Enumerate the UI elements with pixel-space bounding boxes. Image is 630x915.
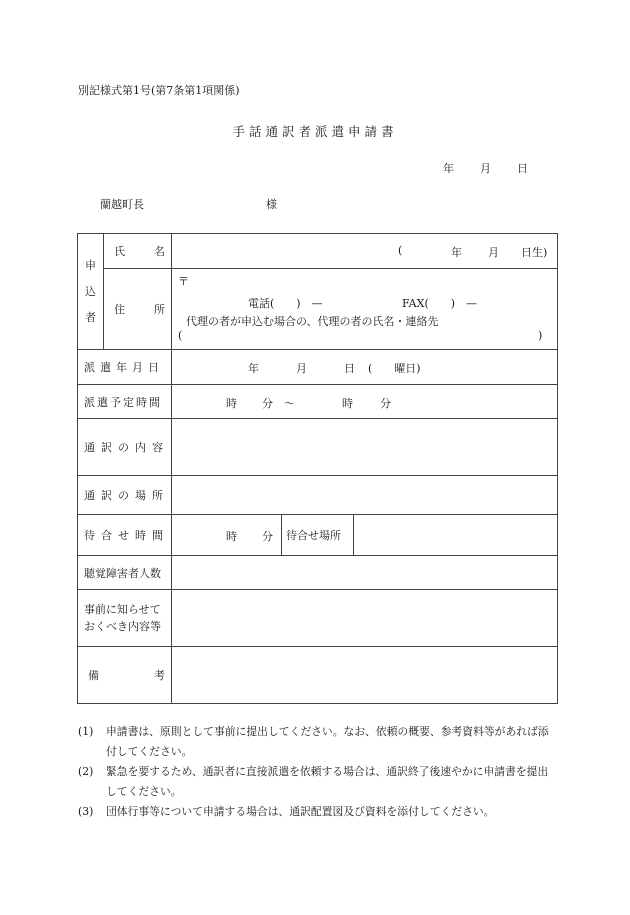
dispatch-year-label: 年 — [248, 362, 259, 375]
birth-year-label: 年 — [451, 246, 462, 259]
content-label-cell — [78, 419, 172, 476]
date-year-label: 年 — [443, 162, 454, 175]
place-field[interactable] — [172, 476, 558, 515]
address-label-2: 所 — [154, 303, 165, 316]
address-label-1: 住 — [114, 303, 125, 316]
dispatch-weekday-label: ( 曜日) — [368, 362, 421, 375]
fax-label: FAX( ) — — [402, 297, 478, 310]
proxy-note: 代理の者が申込む場合の、代理の者の氏名・連絡先 — [186, 315, 439, 328]
birth-open-paren: ( — [398, 244, 403, 257]
applicant-label: 申込者 — [85, 258, 96, 324]
hearing-count-field[interactable] — [172, 556, 558, 590]
name-label-2: 名 — [154, 245, 165, 258]
content-field[interactable] — [172, 419, 558, 476]
honorific: 様 — [266, 198, 277, 211]
addressee: 蘭越町長 — [100, 198, 144, 211]
proxy-paren-open: ( — [178, 329, 183, 342]
dispatch-time-label-cell — [78, 385, 172, 419]
dispatch-date-label: 派遣年月日 — [84, 361, 164, 374]
note-number: (3) — [78, 805, 94, 818]
dispatch-time-label: 派遣予定時間 — [84, 395, 162, 409]
remarks-label-1: 備 — [88, 669, 99, 682]
dispatch-min1-label: 分 — [262, 397, 273, 410]
content-label: 通訳の内容 — [84, 441, 169, 454]
dispatch-min2-label: 分 — [380, 397, 391, 410]
date-month-label: 月 — [480, 162, 491, 175]
advance-label-line2: おくべき内容等 — [84, 620, 161, 633]
dispatch-day-label: 日 — [344, 362, 355, 375]
dispatch-hour2-label: 時 — [342, 397, 353, 410]
meeting-place-label: 待合せ場所 — [286, 529, 341, 542]
notes-list — [78, 722, 558, 822]
name-field[interactable] — [172, 234, 558, 269]
remarks-field[interactable] — [172, 647, 558, 704]
note-item — [78, 762, 558, 802]
note-item — [78, 802, 558, 822]
meeting-time-label: 待合せ時間 — [84, 529, 169, 542]
note-text: 申請書は、原則として事前に提出してください。なお、依頼の概要、参考資料等があれば添付してください。 — [106, 725, 549, 758]
date-day-label: 日 — [517, 162, 528, 175]
proxy-paren-close: ) — [538, 329, 543, 342]
address-field[interactable] — [172, 269, 558, 350]
note-item — [78, 722, 558, 762]
meeting-place-field[interactable] — [354, 515, 558, 556]
applicant-label-cell — [78, 234, 104, 350]
dispatch-tilde: ～ — [284, 397, 295, 410]
note-text: 団体行事等について申請する場合は、通訳配置図及び資料を添付してください。 — [106, 805, 495, 818]
dispatch-date-field[interactable] — [172, 350, 558, 385]
note-number: (2) — [78, 765, 94, 778]
phone-label: 電話( ) — — [248, 297, 323, 310]
meeting-hour-label: 時 — [226, 530, 237, 543]
place-label-cell — [78, 476, 172, 515]
hearing-count-label: 聴覚障害者人数 — [84, 566, 161, 580]
meeting-time-label-cell — [78, 515, 172, 556]
advance-field[interactable] — [172, 590, 558, 647]
application-form-table — [77, 233, 558, 704]
name-label-cell — [104, 234, 172, 269]
hearing-count-label-cell — [78, 556, 172, 590]
meeting-time-field[interactable] — [172, 515, 282, 556]
name-label-1: 氏 — [114, 245, 125, 258]
place-label: 通訳の場所 — [84, 489, 169, 502]
meeting-place-label-cell — [282, 515, 354, 556]
note-text: 緊急を要するため、通訳者に直接派遣を依頼する場合は、通訳終了後速やかに申請書を提出してください。 — [106, 765, 549, 798]
meeting-min-label: 分 — [262, 530, 273, 543]
dispatch-hour1-label: 時 — [226, 397, 237, 410]
dispatch-time-field[interactable] — [172, 385, 558, 419]
remarks-label-cell — [78, 647, 172, 704]
advance-label-line1: 事前に知らせて — [84, 603, 161, 616]
remarks-label-2: 考 — [154, 669, 165, 682]
dispatch-month-label: 月 — [296, 362, 307, 375]
advance-label-cell — [78, 590, 172, 647]
form-number: 別記様式第1号(第7条第1項関係) — [78, 84, 240, 97]
address-label-cell — [104, 269, 172, 350]
postal-mark: 〒 — [178, 275, 189, 288]
dispatch-date-label-cell — [78, 350, 172, 385]
birth-month-label: 月 — [488, 246, 499, 259]
note-number: (1) — [78, 725, 94, 738]
page-title: 手話通訳者派遣申請書 — [232, 124, 398, 139]
birth-day-label: 日生) — [521, 246, 548, 259]
